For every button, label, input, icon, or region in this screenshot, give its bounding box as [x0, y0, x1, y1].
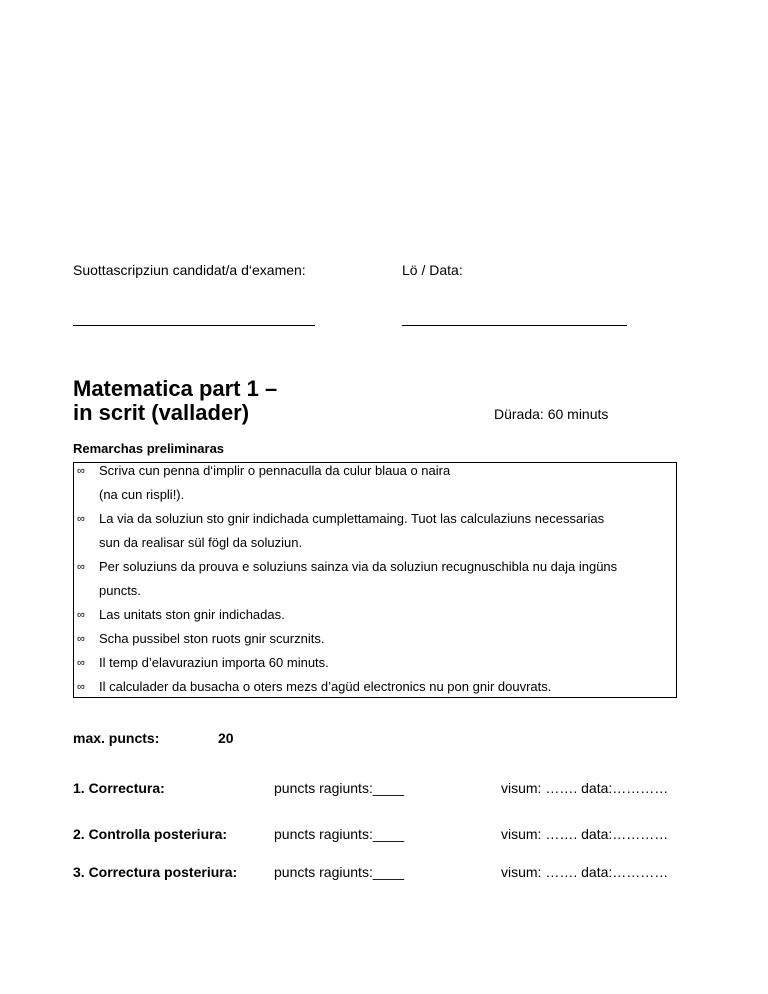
- list-item: ∞ Las unitats ston gnir indichadas.: [77, 603, 667, 627]
- correction-3-visum: visum: ……. data:…………: [501, 864, 669, 880]
- correction-2-points: puncts ragiunts:____: [274, 826, 404, 842]
- list-item: ∞ Il calculader da busacha o oters mezs d’agüd electronics nu pon gnir douvrats.: [77, 675, 667, 699]
- remarks-heading: Remarchas preliminaras: [73, 441, 225, 456]
- remarks-box: [73, 462, 677, 698]
- infinity-bullet-icon: ∞: [77, 681, 85, 693]
- candidate-signature-line[interactable]: [73, 325, 315, 326]
- infinity-bullet-icon: ∞: [77, 609, 85, 621]
- remarks-list: [77, 459, 667, 699]
- list-item: ∞ Scha pussibel ston ruots gnir scurznits.: [77, 627, 667, 651]
- max-points-value: 20: [218, 730, 234, 746]
- correction-3-label: 3. Correctura posteriura:: [73, 864, 238, 880]
- correction-1-visum: visum: ……. data:…………: [501, 780, 669, 796]
- page-title: [73, 377, 277, 425]
- list-item: ∞ Per soluziuns da prouva e soluziuns sainza via da soluziun recugnuschibla nu daja ingüns puncts.: [77, 555, 667, 603]
- place-date-line[interactable]: [402, 325, 627, 326]
- list-item: ∞ Il temp d’elavuraziun importa 60 minuts.: [77, 651, 667, 675]
- title-line-2: in scrit (vallader): [73, 400, 250, 425]
- infinity-bullet-icon: ∞: [77, 561, 85, 573]
- correction-2-visum: visum: ……. data:…………: [501, 826, 669, 842]
- infinity-bullet-icon: ∞: [77, 513, 85, 525]
- place-date-label: Lö / Data:: [402, 262, 463, 278]
- correction-1-label: 1. Correctura:: [73, 780, 165, 796]
- correction-3-points: puncts ragiunts:____: [274, 864, 404, 880]
- title-line-1: Matematica part 1 –: [73, 376, 278, 401]
- correction-2-label: 2. Controlla posteriura:: [73, 826, 228, 842]
- max-points-label: max. puncts:: [73, 730, 160, 746]
- infinity-bullet-icon: ∞: [77, 633, 85, 645]
- list-item: ∞ La via da soluziun sto gnir indichada cumplettamaing. Tuot las calculaziuns necessarias sun da realisar sül fögl da soluziun.: [77, 507, 667, 555]
- candidate-signature-label: Suottascripziun candidat/a d‘examen:: [73, 262, 306, 278]
- infinity-bullet-icon: ∞: [77, 465, 85, 477]
- correction-1-points: puncts ragiunts:____: [274, 780, 404, 796]
- list-item: ∞ Scriva cun penna d‘implir o pennaculla da culur blaua o naira (na cun rispli!).: [77, 459, 667, 507]
- infinity-bullet-icon: ∞: [77, 657, 85, 669]
- duration-label: Dürada: 60 minuts: [494, 406, 609, 422]
